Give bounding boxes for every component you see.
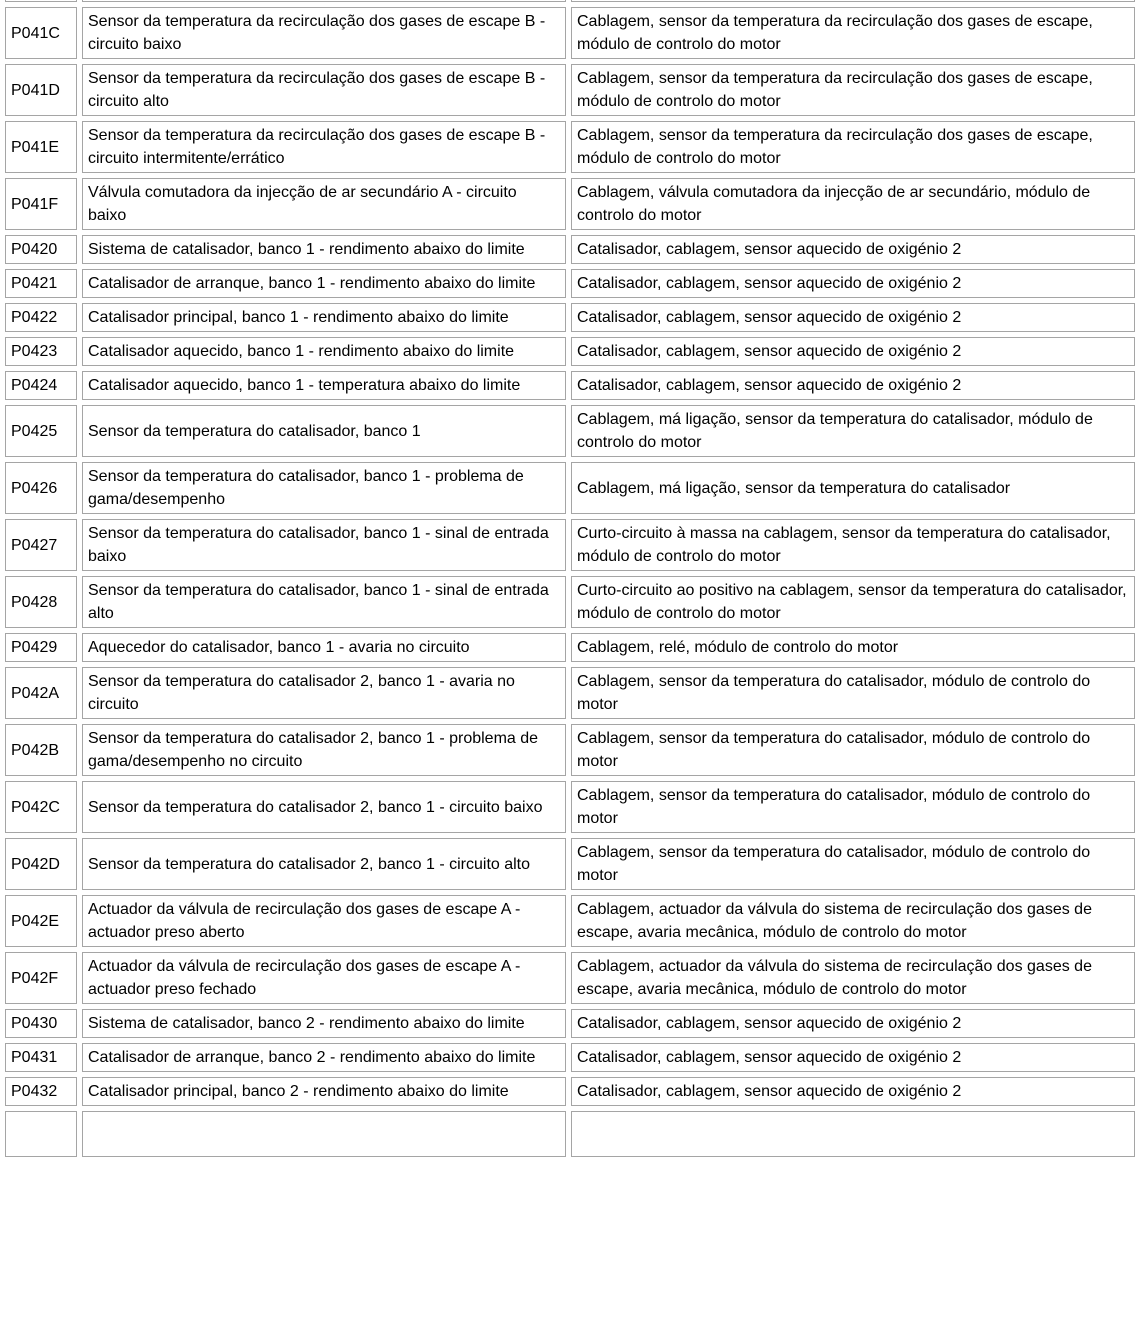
table-row [5,576,1135,628]
code-cell: P0425 [5,405,77,457]
table-row [5,519,1135,571]
description-cell: Válvula comutadora da injecção de ar secundário A - circuito baixo [82,178,566,230]
code-cell: P042E [5,895,77,947]
code-cell [5,0,77,2]
description-cell: Sensor da temperatura do catalisador 2, banco 1 - problema de gama/desempenho no circuito [82,724,566,776]
table-row [5,235,1135,264]
causes-cell [571,1111,1135,1157]
code-cell: P042F [5,952,77,1004]
causes-cell: Catalisador, cablagem, sensor aquecido de oxigénio 2 [571,1077,1135,1106]
code-cell: P0432 [5,1077,77,1106]
table-row [5,269,1135,298]
description-cell: Sensor da temperatura do catalisador, banco 1 - problema de gama/desempenho [82,462,566,514]
code-cell: P0430 [5,1009,77,1038]
description-cell: Sensor da temperatura da recirculação dos gases de escape B - circuito baixo [82,7,566,59]
description-cell: Aquecedor do catalisador, banco 1 - avaria no circuito [82,633,566,662]
causes-cell: Curto-circuito à massa na cablagem, sensor da temperatura do catalisador, módulo de controlo do motor [571,519,1135,571]
table-row [5,303,1135,332]
causes-cell: Curto-circuito ao positivo na cablagem, sensor da temperatura do catalisador, módulo de controlo do motor [571,576,1135,628]
code-cell: P0421 [5,269,77,298]
causes-cell: Cablagem, sensor da temperatura do catalisador, módulo de controlo do motor [571,781,1135,833]
table-row [5,952,1135,1004]
causes-cell: Cablagem, actuador da válvula do sistema de recirculação dos gases de escape, avaria mecânica, módulo de controlo do motor [571,895,1135,947]
description-cell: Sistema de catalisador, banco 1 - rendimento abaixo do limite [82,235,566,264]
table-row [5,1077,1135,1106]
code-cell: P042D [5,838,77,890]
description-cell: Sensor da temperatura do catalisador, banco 1 [82,405,566,457]
description-cell: Sistema de catalisador, banco 2 - rendimento abaixo do limite [82,1009,566,1038]
table-row [5,838,1135,890]
causes-cell: Cablagem, sensor da temperatura do catalisador, módulo de controlo do motor [571,667,1135,719]
dtc-table-body [5,0,1135,1157]
description-cell: Catalisador de arranque, banco 2 - rendimento abaixo do limite [82,1043,566,1072]
code-cell: P042B [5,724,77,776]
code-cell: P041F [5,178,77,230]
description-cell: Catalisador aquecido, banco 1 - temperatura abaixo do limite [82,371,566,400]
table-row [5,178,1135,230]
table-row [5,337,1135,366]
description-cell: Actuador da válvula de recirculação dos gases de escape A - actuador preso aberto [82,895,566,947]
description-cell: Catalisador de arranque, banco 1 - rendimento abaixo do limite [82,269,566,298]
table-row-partial-top [5,0,1135,2]
causes-cell: Cablagem, sensor da temperatura da recirculação dos gases de escape, módulo de controlo do motor [571,64,1135,116]
description-cell: Catalisador principal, banco 1 - rendimento abaixo do limite [82,303,566,332]
description-cell: Sensor da temperatura do catalisador 2, banco 1 - avaria no circuito [82,667,566,719]
description-cell: Sensor da temperatura do catalisador 2, banco 1 - circuito alto [82,838,566,890]
code-cell [5,1111,77,1157]
code-cell: P041C [5,7,77,59]
causes-cell: Cablagem, sensor da temperatura do catalisador, módulo de controlo do motor [571,838,1135,890]
table-row [5,633,1135,662]
description-cell [82,0,566,2]
causes-cell: Cablagem, má ligação, sensor da temperatura do catalisador, módulo de controlo do motor [571,405,1135,457]
causes-cell: Cablagem, válvula comutadora da injecção de ar secundário, módulo de controlo do motor [571,178,1135,230]
table-row [5,1009,1135,1038]
causes-cell: Cablagem, sensor da temperatura do catalisador, módulo de controlo do motor [571,724,1135,776]
code-cell: P0420 [5,235,77,264]
causes-cell: Catalisador, cablagem, sensor aquecido de oxigénio 2 [571,1043,1135,1072]
description-cell: Sensor da temperatura do catalisador, banco 1 - sinal de entrada baixo [82,519,566,571]
causes-cell: Cablagem, actuador da válvula do sistema de recirculação dos gases de escape, avaria mecânica, módulo de controlo do motor [571,952,1135,1004]
description-cell: Sensor da temperatura do catalisador 2, banco 1 - circuito baixo [82,781,566,833]
description-cell: Actuador da válvula de recirculação dos gases de escape A - actuador preso fechado [82,952,566,1004]
code-cell: P041E [5,121,77,173]
code-cell: P0422 [5,303,77,332]
description-cell: Sensor da temperatura do catalisador, banco 1 - sinal de entrada alto [82,576,566,628]
description-cell: Sensor da temperatura da recirculação dos gases de escape B - circuito alto [82,64,566,116]
table-row [5,371,1135,400]
causes-cell: Catalisador, cablagem, sensor aquecido de oxigénio 2 [571,1009,1135,1038]
code-cell: P0427 [5,519,77,571]
code-cell: P0429 [5,633,77,662]
table-row [5,781,1135,833]
table-row [5,462,1135,514]
causes-cell: Catalisador, cablagem, sensor aquecido de oxigénio 2 [571,303,1135,332]
code-cell: P042C [5,781,77,833]
causes-cell: Cablagem, má ligação, sensor da temperatura do catalisador [571,462,1135,514]
table-row-partial-bottom [5,1111,1135,1157]
description-cell [82,1111,566,1157]
description-cell: Catalisador principal, banco 2 - rendimento abaixo do limite [82,1077,566,1106]
causes-cell: Cablagem, sensor da temperatura da recirculação dos gases de escape, módulo de controlo do motor [571,7,1135,59]
description-cell: Catalisador aquecido, banco 1 - rendimento abaixo do limite [82,337,566,366]
code-cell: P042A [5,667,77,719]
code-cell: P0423 [5,337,77,366]
table-row [5,724,1135,776]
code-cell: P0426 [5,462,77,514]
code-cell: P0431 [5,1043,77,1072]
causes-cell: Catalisador, cablagem, sensor aquecido de oxigénio 2 [571,337,1135,366]
table-row [5,405,1135,457]
causes-cell: Catalisador, cablagem, sensor aquecido de oxigénio 2 [571,371,1135,400]
code-cell: P0428 [5,576,77,628]
causes-cell: Cablagem, relé, módulo de controlo do motor [571,633,1135,662]
description-cell: Sensor da temperatura da recirculação dos gases de escape B - circuito intermitente/errático [82,121,566,173]
causes-cell: Cablagem, sensor da temperatura da recirculação dos gases de escape, módulo de controlo do motor [571,121,1135,173]
causes-cell: Catalisador, cablagem, sensor aquecido de oxigénio 2 [571,269,1135,298]
causes-cell [571,0,1135,2]
causes-cell: Catalisador, cablagem, sensor aquecido de oxigénio 2 [571,235,1135,264]
table-row [5,1043,1135,1072]
table-row [5,121,1135,173]
table-row [5,895,1135,947]
code-cell: P0424 [5,371,77,400]
table-row [5,64,1135,116]
table-row [5,7,1135,59]
code-cell: P041D [5,64,77,116]
table-row [5,667,1135,719]
